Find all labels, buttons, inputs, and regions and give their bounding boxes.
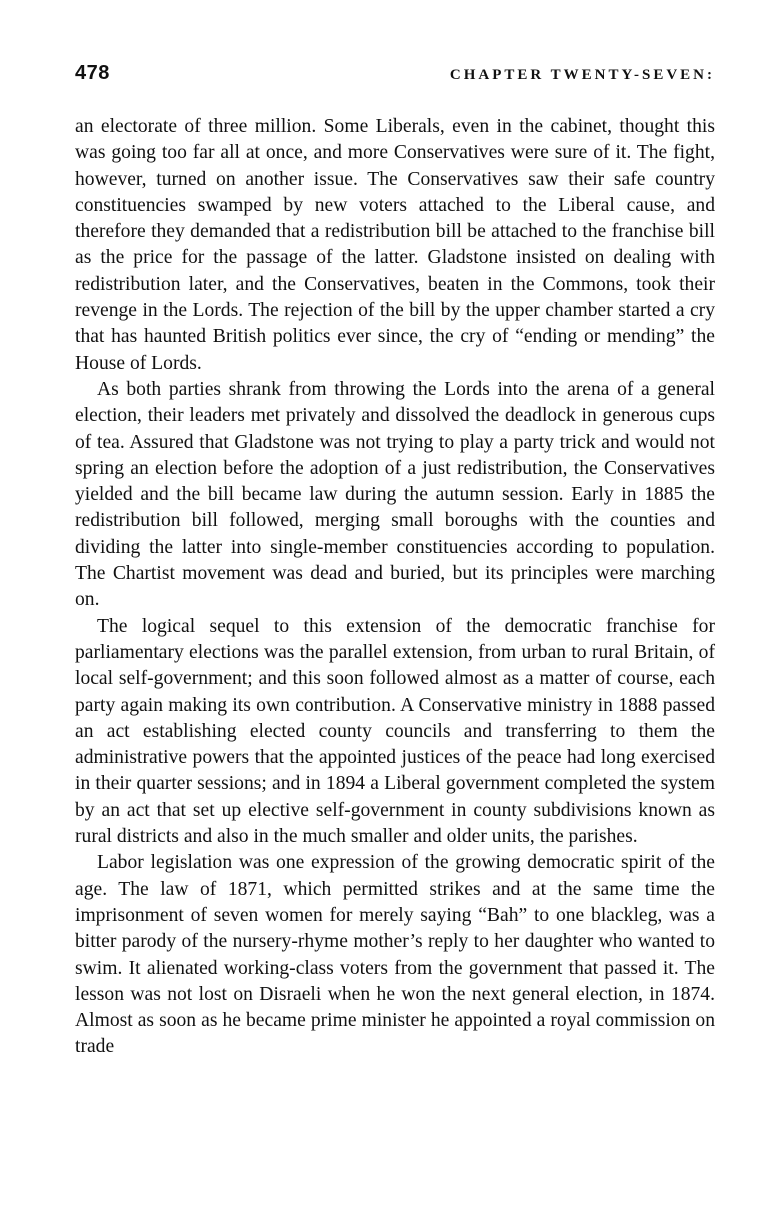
paragraph: As both parties shrank from throwing the Lords into the arena of a general election, their leaders met privately and dissolved the deadlock in generous cups of tea. Assured that Gladstone was not trying to play a party trick and would not spring an election before the adoption of a just redistribution, the Conservatives yielded and the bill became law during the autumn session. Early in 1885 the redistribution bill followed, merging small boroughs with the counties and dividing the latter into single-member constituencies according to population. The Chartist movement was dead and buried, but its principles were marching on. (75, 378, 715, 611)
chapter-heading: CHAPTER TWENTY-SEVEN: (449, 67, 715, 83)
body-text (75, 114, 715, 1061)
paragraph: The logical sequel to this extension of the democratic franchise for parliamentary elections was the parallel extension, from urban to rural Britain, of local self-government; and this soon followed almost as a matter of course, each party again making its own contribution. A Conservative ministry in 1888 passed an act establishing elected county councils and transferring to them the administrative powers that the appointed justices of the peace had long exercised in their quarter sessions; and in 1894 a Liberal government completed the system by an act that set up elective self-government in county subdivisions known as rural districts and also in the much smaller and older units, the parishes. (75, 615, 715, 848)
page-number: 478 (75, 62, 110, 84)
running-head (75, 62, 715, 102)
paragraph: Labor legislation was one expression of the growing democratic spirit of the age. The law of 1871, which permitted strikes and at the same time the imprisonment of seven women for merely saying “Bah” to one blackleg, was a bitter parody of the nursery-rhyme mother’s reply to her daughter who wanted to swim. It alienated working-class voters from the government that passed it. The lesson was not lost on Disraeli when he won the next general election, in 1874. Almost as soon as he became prime minister he appointed a royal commission on trade (75, 852, 715, 1058)
book-page (75, 62, 715, 1061)
paragraph: an electorate of three million. Some Liberals, even in the cabinet, thought this was going too far all at once, and more Conservatives were sure of it. The fight, however, turned on another issue. The Conservatives saw their safe country constituencies swamped by new voters attached to the Liberal cause, and therefore they demanded that a redistribution bill be attached to the franchise bill as the price for the passage of the latter. Gladstone insisted on dealing with redistribution later, and the Conservatives, beaten in the Commons, took their revenge in the Lords. The rejection of the bill by the upper chamber started a cry that has haunted British politics ever since, the cry of “ending or mending” the House of Lords. (75, 116, 715, 374)
